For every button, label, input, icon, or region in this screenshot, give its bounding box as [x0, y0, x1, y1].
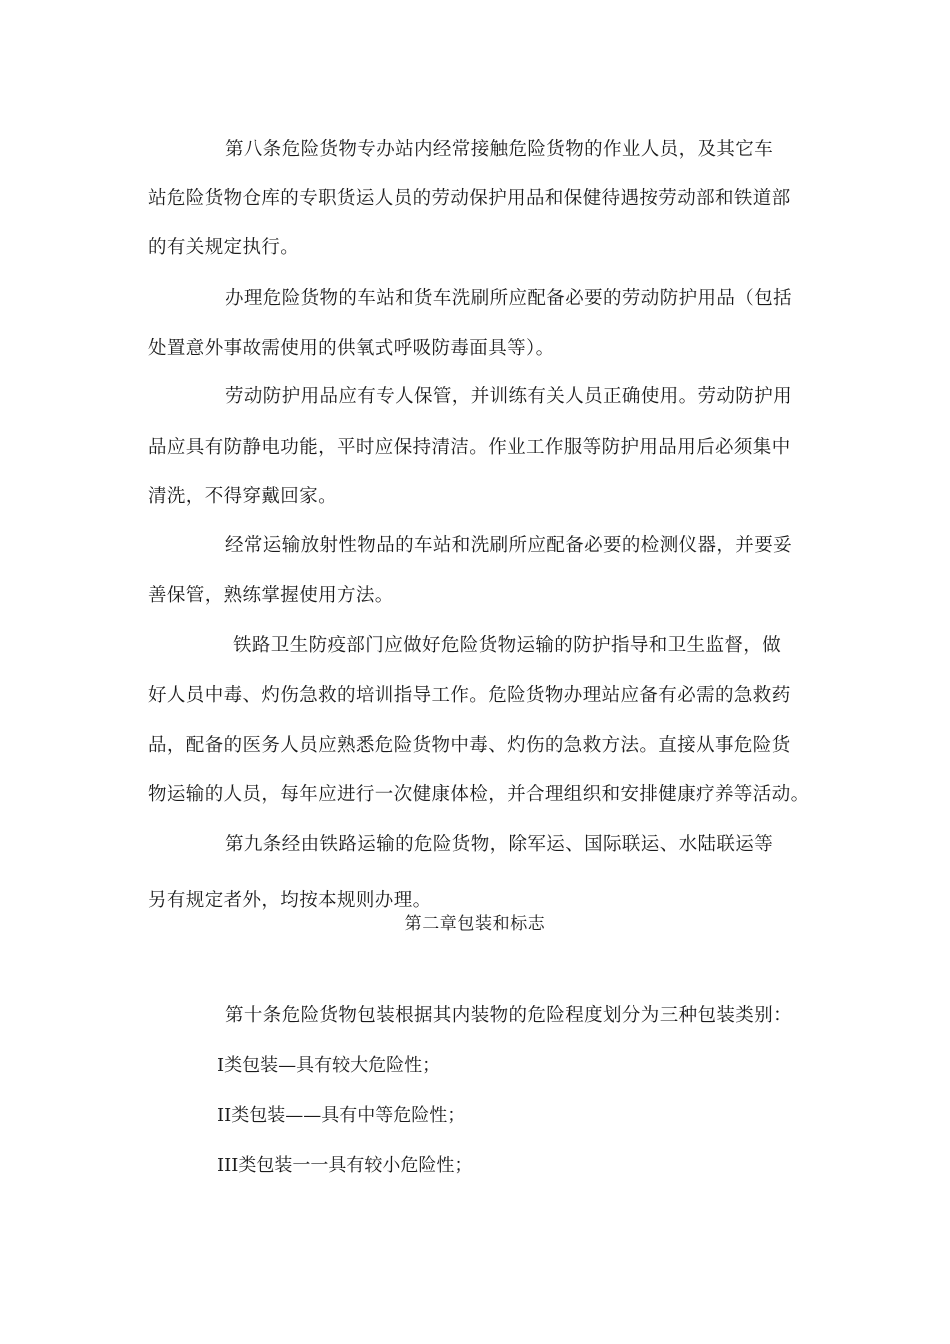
- paragraph-line: 处置意外事故需使用的供氧式呼吸防毒面具等）。: [148, 338, 555, 359]
- paragraph-line: 第八条危险货物专办站内经常接触危险货物的作业人员，及其它车: [225, 139, 774, 160]
- paragraph-line: 办理危险货物的车站和货车洗刷所应配备必要的劳动防护用品（包括: [225, 288, 793, 309]
- paragraph-line: 品，配备的医务人员应熟悉危险货物中毒、灼伤的急救方法。直接从事危险货: [148, 735, 791, 756]
- package-class-item: II类包装——具有中等危险性；: [217, 1105, 466, 1126]
- paragraph-line: 物运输的人员，每年应进行一次健康体检，并合理组织和安排健康疗养等活动。: [148, 784, 810, 805]
- paragraph-line: 经常运输放射性物品的车站和洗刷所应配备必要的检测仪器，并要妥: [225, 535, 793, 556]
- paragraph-line: 善保管，熟练掌握使用方法。: [148, 585, 394, 606]
- paragraph-line: 第九条经由铁路运输的危险货物，除军运、国际联运、水陆联运等: [225, 834, 774, 855]
- package-class-item: I类包装—具有较大危险性；: [217, 1055, 441, 1076]
- paragraph-line: 劳动防护用品应有专人保管，并训练有关人员正确使用。劳动防护用: [225, 386, 793, 407]
- paragraph-line: 品应具有防静电功能，平时应保持清洁。作业工作服等防护用品用后必须集中: [148, 437, 791, 458]
- paragraph-line: 清洗，不得穿戴回家。: [148, 486, 338, 507]
- paragraph-line: 另有规定者外，均按本规则办理。: [148, 890, 432, 911]
- paragraph-line: 站危险货物仓库的专职货运人员的劳动保护用品和保健待遇按劳动部和铁道部: [148, 188, 791, 209]
- chapter-heading: 第二章包装和标志: [404, 914, 546, 934]
- package-class-item: III类包装一一具有较小危险性；: [217, 1155, 473, 1176]
- article-ten: 第十条危险货物包装根据其内装物的危险程度划分为三种包装类别：: [225, 1005, 793, 1026]
- paragraph-line: 好人员中毒、灼伤急救的培训指导工作。危险货物办理站应备有必需的急救药: [148, 685, 791, 706]
- paragraph-line: 铁路卫生防疫部门应做好危险货物运输的防护指导和卫生监督，做: [233, 635, 782, 656]
- paragraph-line: 的有关规定执行。: [148, 237, 300, 258]
